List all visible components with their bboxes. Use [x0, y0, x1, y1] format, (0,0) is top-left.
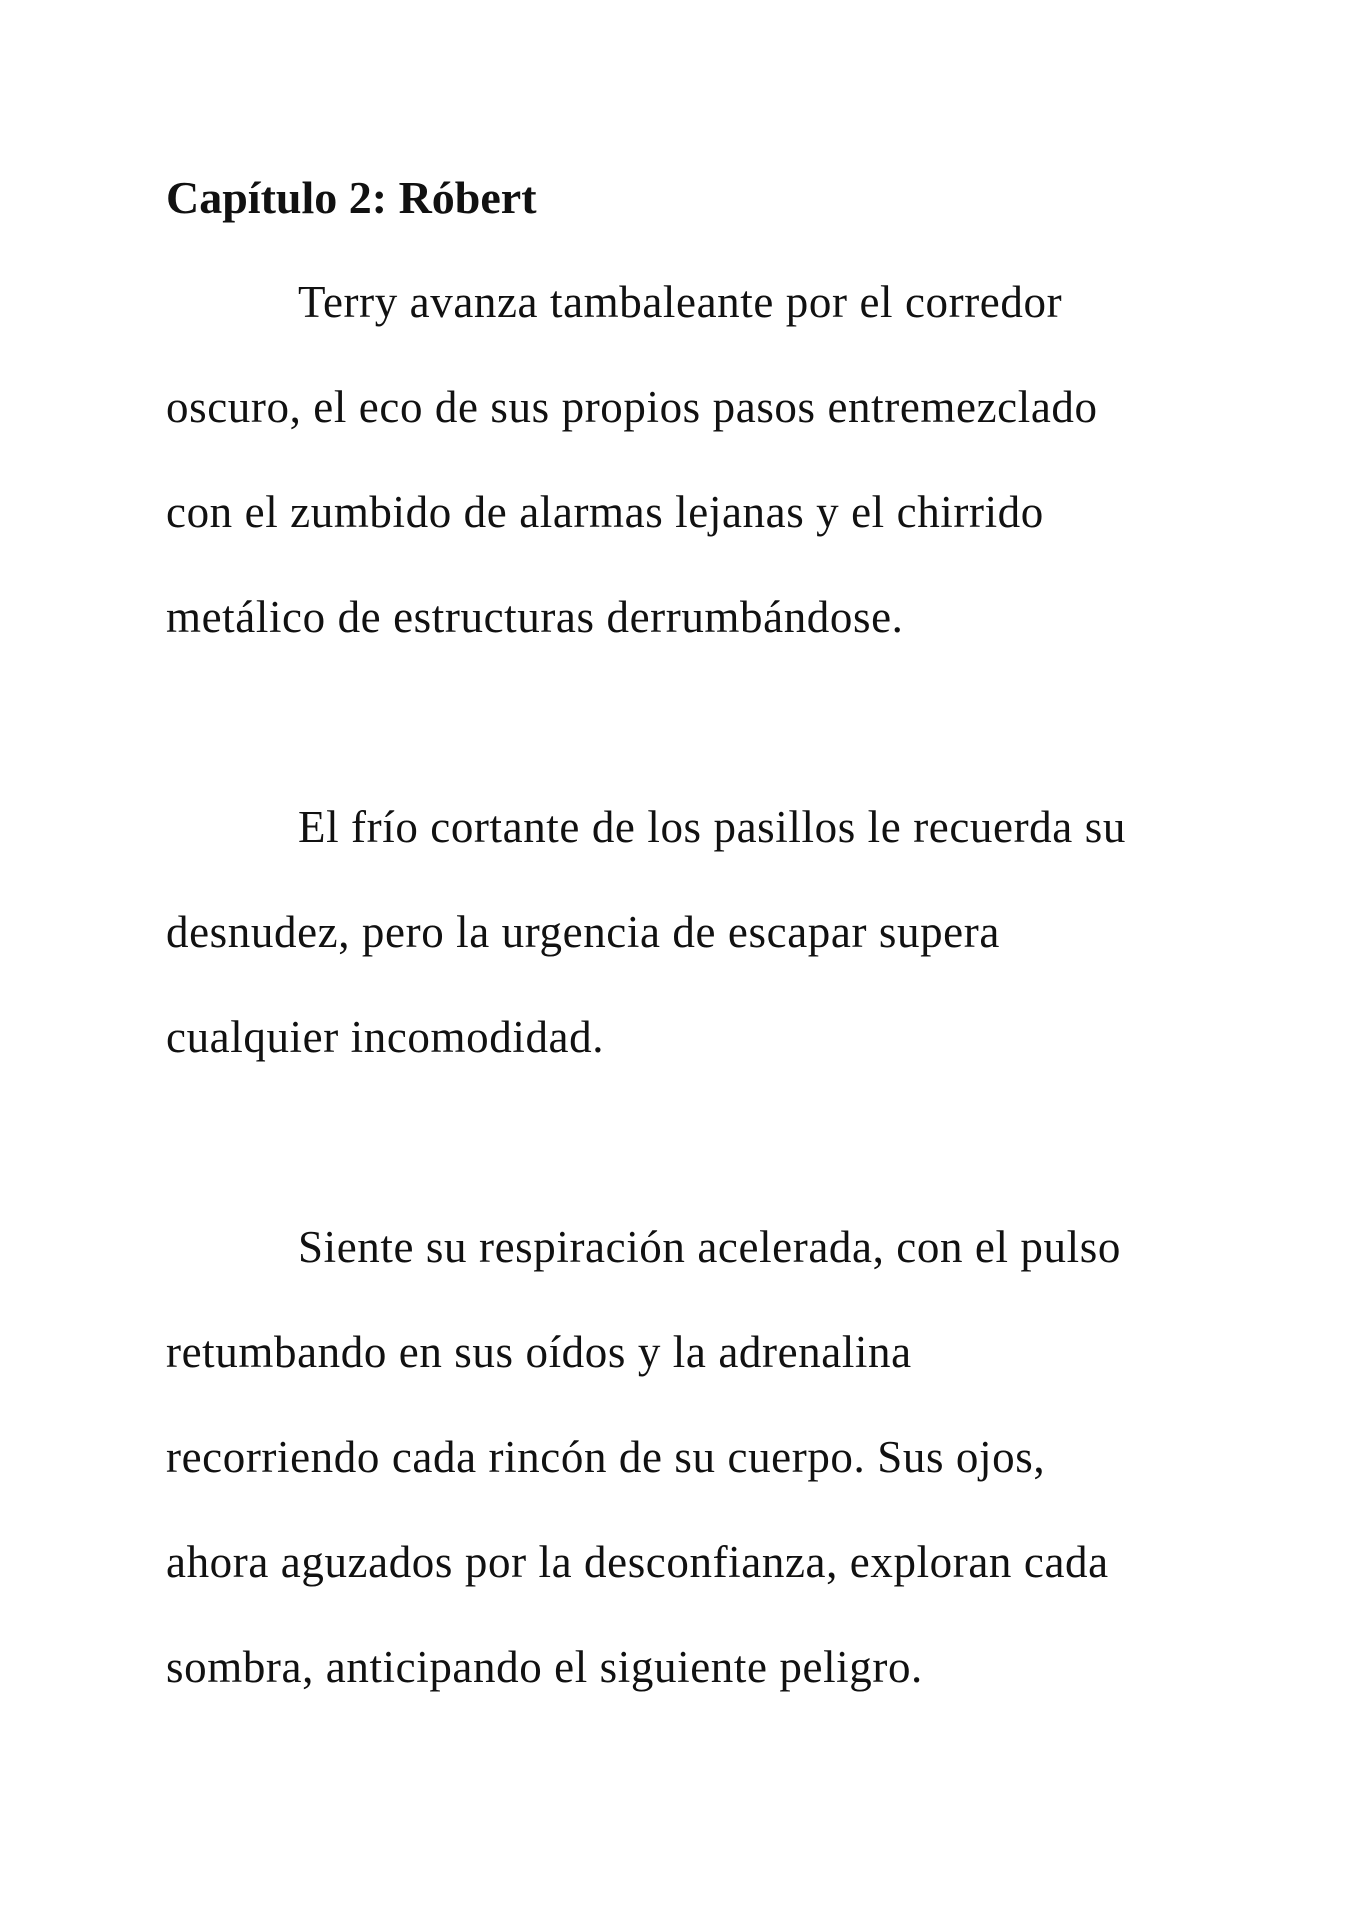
- paragraph-1-line-2: oscuro, el eco de sus propios pasos entremezclado: [166, 382, 1098, 432]
- paragraph-3-line-3: recorriendo cada rincón de su cuerpo. Sus ojos,: [166, 1432, 1046, 1482]
- paragraph-1-line-1: Terry avanza tambaleante por el corredor: [298, 277, 1063, 327]
- chapter-title: Capítulo 2: Róbert: [166, 172, 537, 223]
- paragraph-2-line-1: El frío cortante de los pasillos le recuerda su: [298, 802, 1126, 852]
- paragraph-3-line-5: sombra, anticipando el siguiente peligro.: [166, 1642, 923, 1692]
- paragraph-1-line-3: con el zumbido de alarmas lejanas y el chirrido: [166, 487, 1044, 537]
- paragraph-2-line-2: desnudez, pero la urgencia de escapar supera: [166, 907, 1000, 957]
- paragraph-2-line-3: cualquier incomodidad.: [166, 1012, 605, 1062]
- paragraph-3-line-2: retumbando en sus oídos y la adrenalina: [166, 1327, 912, 1377]
- paragraph-3-line-1: Siente su respiración acelerada, con el pulso: [298, 1222, 1121, 1272]
- paragraph-3-line-4: ahora aguzados por la desconfianza, exploran cada: [166, 1537, 1109, 1587]
- paragraph-1-line-4: metálico de estructuras derrumbándose.: [166, 592, 904, 642]
